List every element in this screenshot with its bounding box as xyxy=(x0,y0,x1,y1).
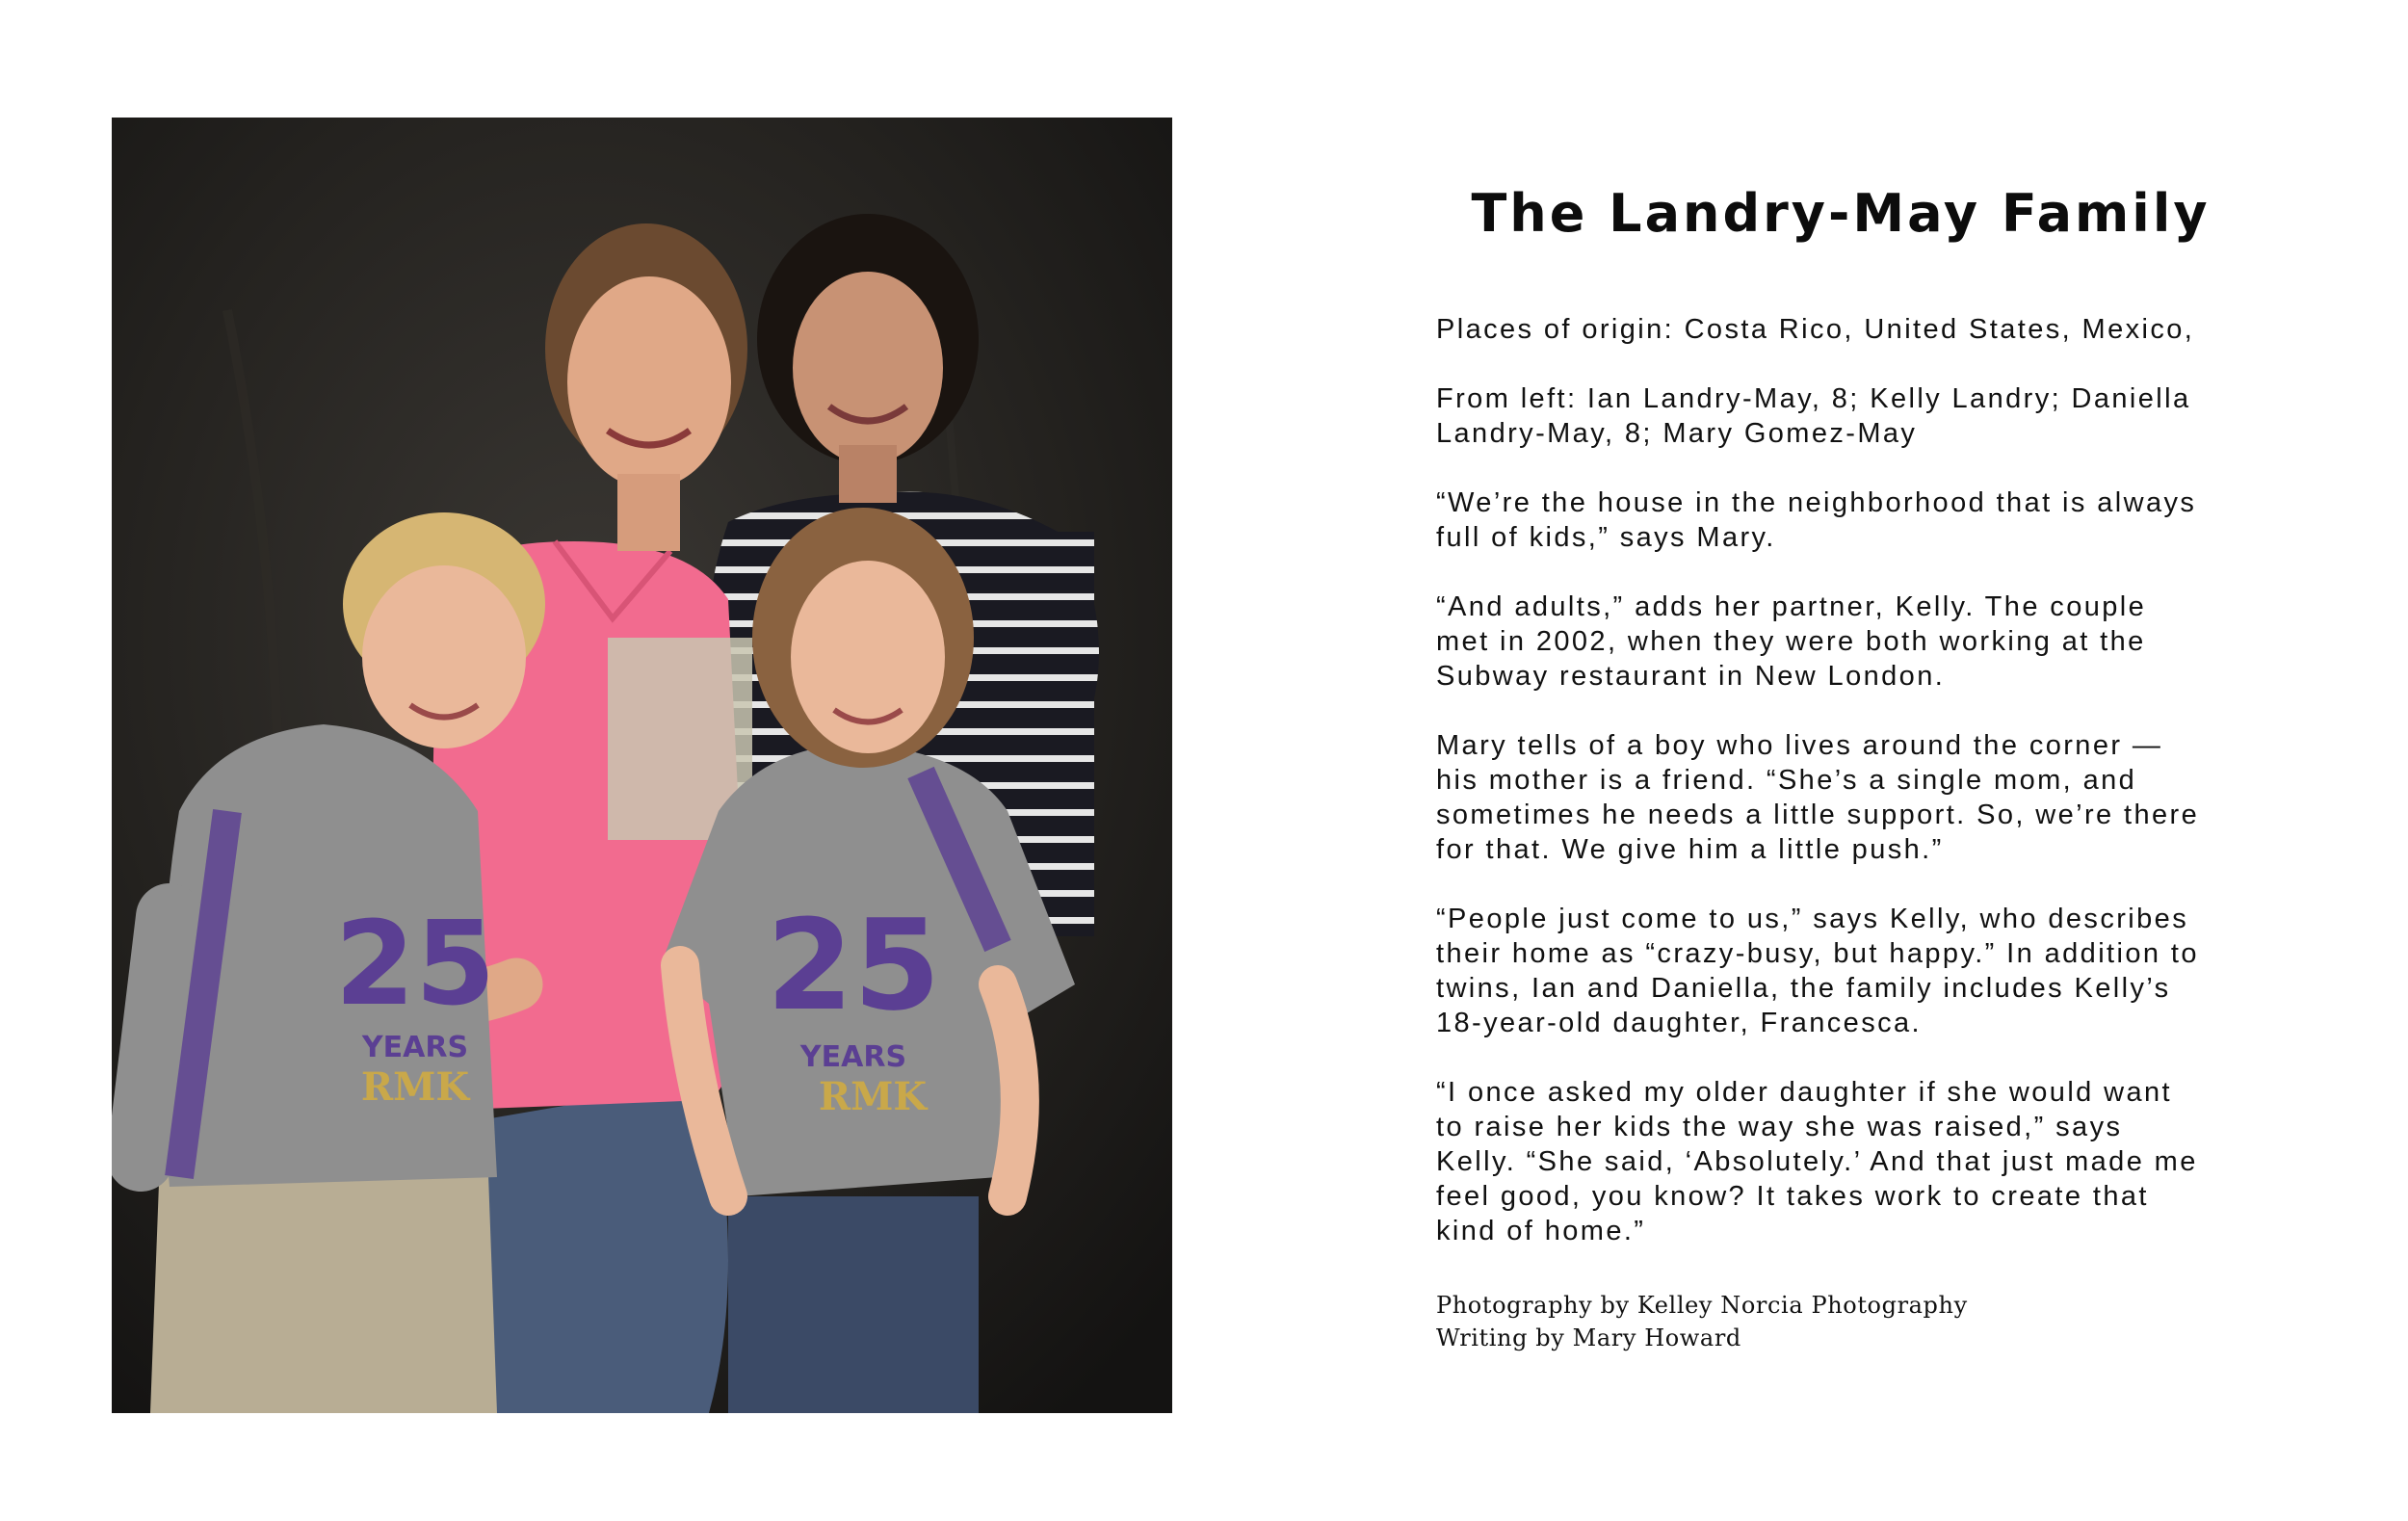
article-column xyxy=(1436,0,2245,1521)
paragraph-origin: Places of origin: Costa Rico, United States, Mexico, xyxy=(1436,314,2195,345)
family-photo-illustration xyxy=(112,118,1172,1413)
shirt-number-right: 25 xyxy=(766,892,941,1038)
paragraph-crazy-busy: “People just come to us,” says Kelly, who describes their home as “crazy-busy, but happy.” In addition to twins, Ian and Daniella, the family includes Kelly’s 18-year-old daughter, Francesca. xyxy=(1436,904,2199,1038)
article-title: The Landry-May Family xyxy=(1471,183,2211,244)
shirt-years-left: YEARS xyxy=(361,1031,469,1064)
shirt-number-left: 25 xyxy=(334,898,496,1032)
shirt-brand-right: RMK xyxy=(818,1074,928,1119)
writing-credit: Writing by Mary Howard xyxy=(1436,1324,1741,1351)
paragraph-older-daughter: “I once asked my older daughter if she would want to raise her kids the way she was raised,” says Kelly. “She said, ‘Absolutely.’ And that just made me feel good, you know? It takes work to create that kind of home.” xyxy=(1436,1077,2198,1246)
shirt-years-right: YEARS xyxy=(799,1040,907,1074)
credits xyxy=(1436,1289,2245,1354)
paragraph-couple: “And adults,” adds her partner, Kelly. The couple met in 2002, when they were both working at the Subway restaurant in New London. xyxy=(1436,591,2147,692)
paragraph-neighbor-boy: Mary tells of a boy who lives around the corner — his mother is a friend. “She’s a single mom, and sometimes he needs a little support. So, we’re there for that. We give him a little push.” xyxy=(1436,730,2200,865)
family-photo xyxy=(112,118,1172,1413)
paragraph-names: From left: Ian Landry-May, 8; Kelly Landry; Daniella Landry-May, 8; Mary Gomez-May xyxy=(1436,383,2191,449)
photography-credit: Photography by Kelley Norcia Photography xyxy=(1436,1292,1968,1319)
article-body xyxy=(1436,312,2245,1283)
shirt-brand-left: RMK xyxy=(360,1064,470,1110)
paragraph-quote-house: “We’re the house in the neighborhood that is always full of kids,” says Mary. xyxy=(1436,487,2197,553)
